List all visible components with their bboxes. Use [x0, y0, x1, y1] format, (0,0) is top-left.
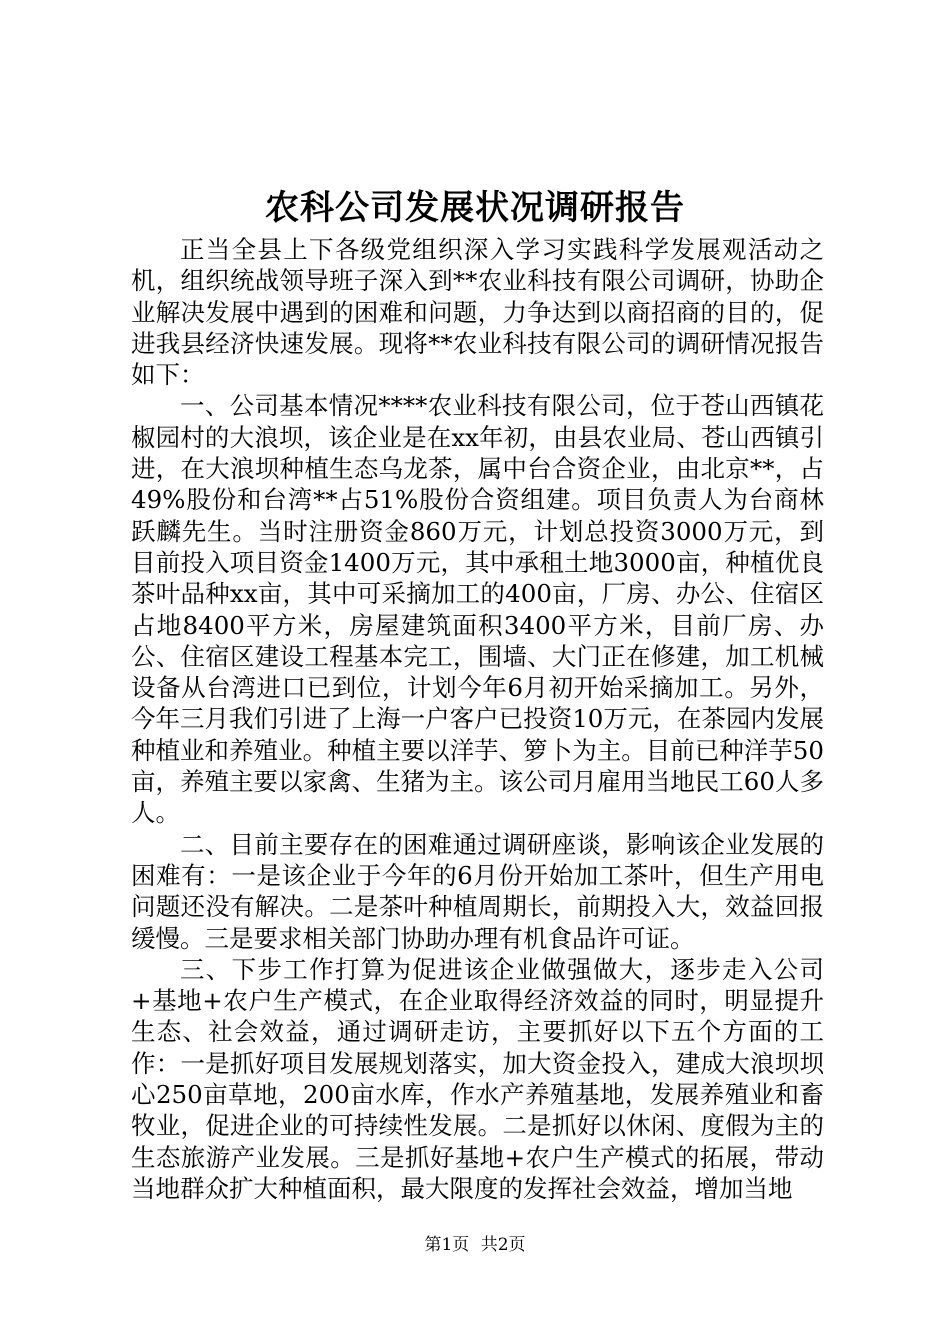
paragraph-difficulties: 二、目前主要存在的困难通过调研座谈，影响该企业发展的困难有：一是该企业于今年的6月份开始加工茶叶，但生产用电问题还没有解决。二是茶叶种植周期长，前期投入大，效益回报缓慢。三是要求相关部门协助办理有机食品许可证。 — [131, 829, 824, 953]
page-total: 共2页 — [480, 1235, 526, 1255]
paragraph-intro: 正当全县上下各级党组织深入学习实践科学发展观活动之机，组织统战领导班子深入到**农业科技有限公司调研，协助企业解决发展中遇到的困难和问题，力争达到以商招商的目的，促进我县经济快速发展。现将**农业科技有限公司的调研情况报告如下： — [131, 235, 824, 390]
paragraph-company-overview: 一、公司基本情况****农业科技有限公司，位于苍山西镇花椒园村的大浪坝，该企业是在xx年初，由县农业局、苍山西镇引进，在大浪坝种植生态乌龙茶，属中台合资企业，由北京**，占49%股份和台湾**占51%股份合资组建。项目负责人为台商林跃麟先生。当时注册资金860万元，计划总投资3000万元，到目前投入项目资金1400万元，其中承租土地3000亩，种植优良茶叶品种xx亩，其中可采摘加工的400亩，厂房、办公、住宿区占地8400平方米，房屋建筑面积3400平方米，目前厂房、办公、住宿区建设工程基本完工，围墙、大门正在修建，加工机械设备从台湾进口已到位，计划今年6月初开始采摘加工。另外，今年三月我们引进了上海一户客户已投资10万元，在茶园内发展种植业和养殖业。种植主要以洋芋、箩卜为主。目前已种洋芋50亩，养殖主要以家禽、生猪为主。该公司月雇用当地民工60人多人。 — [131, 391, 824, 828]
page-number: 第1页 — [424, 1235, 470, 1255]
paragraph-next-steps: 三、下步工作打算为促进该企业做强做大，逐步走入公司+基地+农户生产模式，在企业取得经济效益的同时，明显提升生态、社会效益，通过调研走访，主要抓好以下五个方面的工作：一是抓好项目发展规划落实，加大资金投入，建成大浪坝坝心250亩草地，200亩水库，作水产养殖基地，发展养殖业和畜牧业，促进企业的可持续性发展。二是抓好以休闲、度假为主的生态旅游产业发展。三是抓好基地+农户生产模式的拓展，带动当地群众扩大种植面积，最大限度的发挥社会效益，增加当地 — [131, 954, 824, 1203]
document-title: 农科公司发展状况调研报告 — [265, 188, 685, 228]
document-body — [131, 234, 824, 1204]
page-footer — [0, 1234, 950, 1256]
